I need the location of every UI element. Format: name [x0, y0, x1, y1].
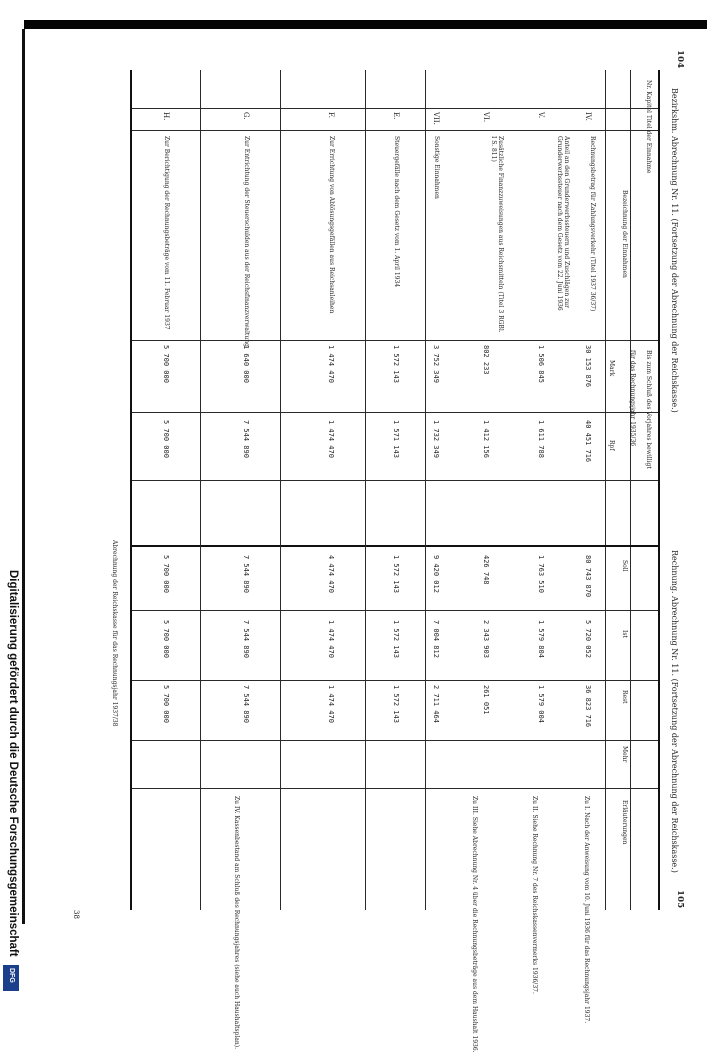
row-value: 261 051 — [482, 685, 490, 715]
col-header-nr: Nr. Kapitel Titel der Einnahme — [645, 80, 652, 174]
row-value: 1 474 470 — [327, 685, 335, 723]
row-value: 40 451 716 — [584, 420, 592, 463]
row-value: 2 343 903 — [482, 620, 490, 658]
footer-note: Abrechnung der Reichskasse für das Rechnungsjahr 1937/38 — [111, 540, 118, 727]
note: Zu II. Siehe Rechnung Nr. 7 des Reichskassenvermerks 1936/37. — [531, 796, 538, 994]
row-text: Steuergefälle nach dem Gesetz vom 1. April 1934 — [393, 136, 400, 288]
col-sep-7 — [130, 680, 658, 681]
page-title-left: Bezirkshm. Abrechnung Nr. 11. (Fortsetzung der Abrechnung der Reichskasse.) — [670, 88, 679, 413]
row-value: 36 823 716 — [584, 685, 592, 728]
row-text: Zur Entrichtung der Steuerschulden aus der Reichsfinanzverwaltung — [243, 136, 250, 347]
col-sep-4 — [130, 412, 658, 413]
row-value: 80 743 870 — [584, 555, 592, 598]
row-nr: H. — [162, 112, 170, 121]
row-value: 2 711 464 — [432, 685, 440, 723]
row-value: 5 700 000 — [162, 620, 170, 658]
page-title-right: Rechnung. Abrechnung Nr. 11. (Fortsetzung der Abrechnung der Reichskasse.) — [670, 550, 679, 873]
row-value: 1 572 143 — [392, 685, 400, 723]
col-header-soll: Soll — [621, 560, 628, 572]
bottom-page-number: 38 — [72, 910, 80, 919]
row-value: 1 579 004 — [537, 685, 545, 723]
row-value: 7 544 890 — [242, 685, 250, 723]
page-number-right: 105 — [675, 890, 685, 909]
col-sep-1 — [130, 108, 658, 109]
row-value: 7 004 812 — [432, 620, 440, 658]
table-subheader-rule — [605, 70, 606, 910]
row-value: 1 640 000 — [242, 345, 250, 383]
row-value: 5 700 000 — [162, 685, 170, 723]
section-rule — [365, 70, 366, 910]
row-nr: VII. — [432, 112, 440, 125]
row-value: 7 544 890 — [242, 555, 250, 593]
page-number-left: 104 — [675, 50, 685, 69]
col-sep-2 — [130, 130, 658, 131]
document-page — [30, 40, 690, 1053]
row-text: Zur Berichtigung der Rechnungsbeträge vom 11. Februar 1937 — [163, 136, 170, 330]
row-value: 1 474 470 — [327, 345, 335, 383]
row-value: 7 544 890 — [242, 620, 250, 658]
col-sep-5 — [130, 480, 658, 481]
col-header-text: Bezeichnung der Einnahmen — [621, 190, 628, 278]
row-value: 1 572 143 — [392, 345, 400, 383]
section-rule — [280, 70, 281, 910]
col-header-mehr: Mehr — [621, 746, 628, 763]
section-rule — [200, 70, 201, 910]
funding-notice — [3, 570, 23, 1000]
page-gutter — [130, 545, 658, 547]
row-value: 1 571 143 — [392, 420, 400, 458]
note: Zu III. Siehe Abrechnung Nr. 4 über die Rechnungsbeträge aus dem Haushalt 1936. — [471, 796, 478, 1053]
row-value: 1 732 349 — [432, 420, 440, 458]
row-nr: V. — [537, 112, 545, 119]
table-header-rule — [630, 70, 631, 910]
row-value: 7 544 890 — [242, 420, 250, 458]
row-value: 9 420 012 — [432, 555, 440, 593]
row-nr: VI. — [482, 112, 490, 123]
row-nr: G. — [242, 112, 250, 120]
row-text: Rechnungsbetrag für Zahlungsverkehr (Titel 1937 36/37) — [589, 136, 596, 312]
row-text: Anteil an den Grunderwerbssteuern und Zuschlägen zur Grunderwerbssteuer nach dem Gesetz vom 22. Juni 1936 — [556, 136, 570, 311]
dfg-logo-text: DFG — [8, 968, 15, 983]
col-sub-rpf: Rpf — [608, 440, 615, 451]
row-value: 3 752 349 — [432, 345, 440, 383]
row-text: Zur Errichtung von Ablösungsgefällen aus Reichsanleihen — [328, 136, 335, 314]
row-value: 1 572 143 — [392, 555, 400, 593]
col-sub-mark: Mark — [608, 360, 615, 377]
row-value: 1 572 143 — [392, 620, 400, 658]
col-header-erlaeuterungen: Erläuterungen — [621, 800, 628, 845]
col-sep-9 — [130, 788, 658, 789]
row-value: 5 700 000 — [162, 345, 170, 383]
row-value: 1 506 845 — [537, 345, 545, 383]
row-value: 1 763 510 — [537, 555, 545, 593]
row-nr: E. — [392, 112, 400, 120]
scanner-border-top — [0, 0, 707, 30]
scanner-dark-strip — [24, 20, 707, 29]
row-value: 1 579 804 — [537, 620, 545, 658]
row-value: 1 474 470 — [327, 620, 335, 658]
row-nr: IV. — [584, 112, 592, 121]
row-value: 30 153 876 — [584, 345, 592, 388]
row-value: 5 700 000 — [162, 555, 170, 593]
row-value: 1 611 788 — [537, 420, 545, 458]
note: Zu IV. Kassenbestand am Schluß des Rechnungsjahres (siehe auch Haushaltsplan). — [233, 796, 240, 1050]
note: Zu I. Nach der Anweisung vom 10. Juni 1936 für das Rechnungsjahr 1937. — [583, 796, 590, 1024]
row-text: Sonstige Einnahmen — [433, 136, 440, 199]
section-rule — [425, 70, 426, 910]
col-header-year: für das Rechnungsjahr 1935/36 — [629, 350, 636, 447]
table-top-rule — [658, 70, 660, 910]
row-text: Zusätzliche Finanzzuweisungen aus Reichsmitteln (Titel 3 RGBl. I S. 811) — [490, 136, 504, 333]
row-value: 5 700 000 — [162, 420, 170, 458]
row-value: 802 233 — [482, 345, 490, 375]
row-value: 1 412 156 — [482, 420, 490, 458]
row-value: 1 474 470 — [327, 420, 335, 458]
col-sep-8 — [130, 740, 658, 741]
table-bottom-rule — [130, 70, 132, 910]
col-header-bewilligt: Bis zum Schluß des Vorjahres bewilligt — [645, 350, 652, 469]
col-header-rest: Rest — [621, 690, 628, 704]
row-value: 426 748 — [482, 555, 490, 585]
funding-notice-text: Digitalisierung gefördert durch die Deutsche Forschungsgemeinschaft — [7, 570, 19, 957]
row-value: 5 720 052 — [584, 620, 592, 658]
col-sep-6 — [130, 610, 658, 611]
dfg-logo-icon — [3, 965, 19, 991]
row-value: 4 474 470 — [327, 555, 335, 593]
row-nr: F. — [327, 112, 335, 118]
col-header-ist: Ist — [621, 630, 628, 638]
col-sep-3 — [130, 340, 658, 341]
